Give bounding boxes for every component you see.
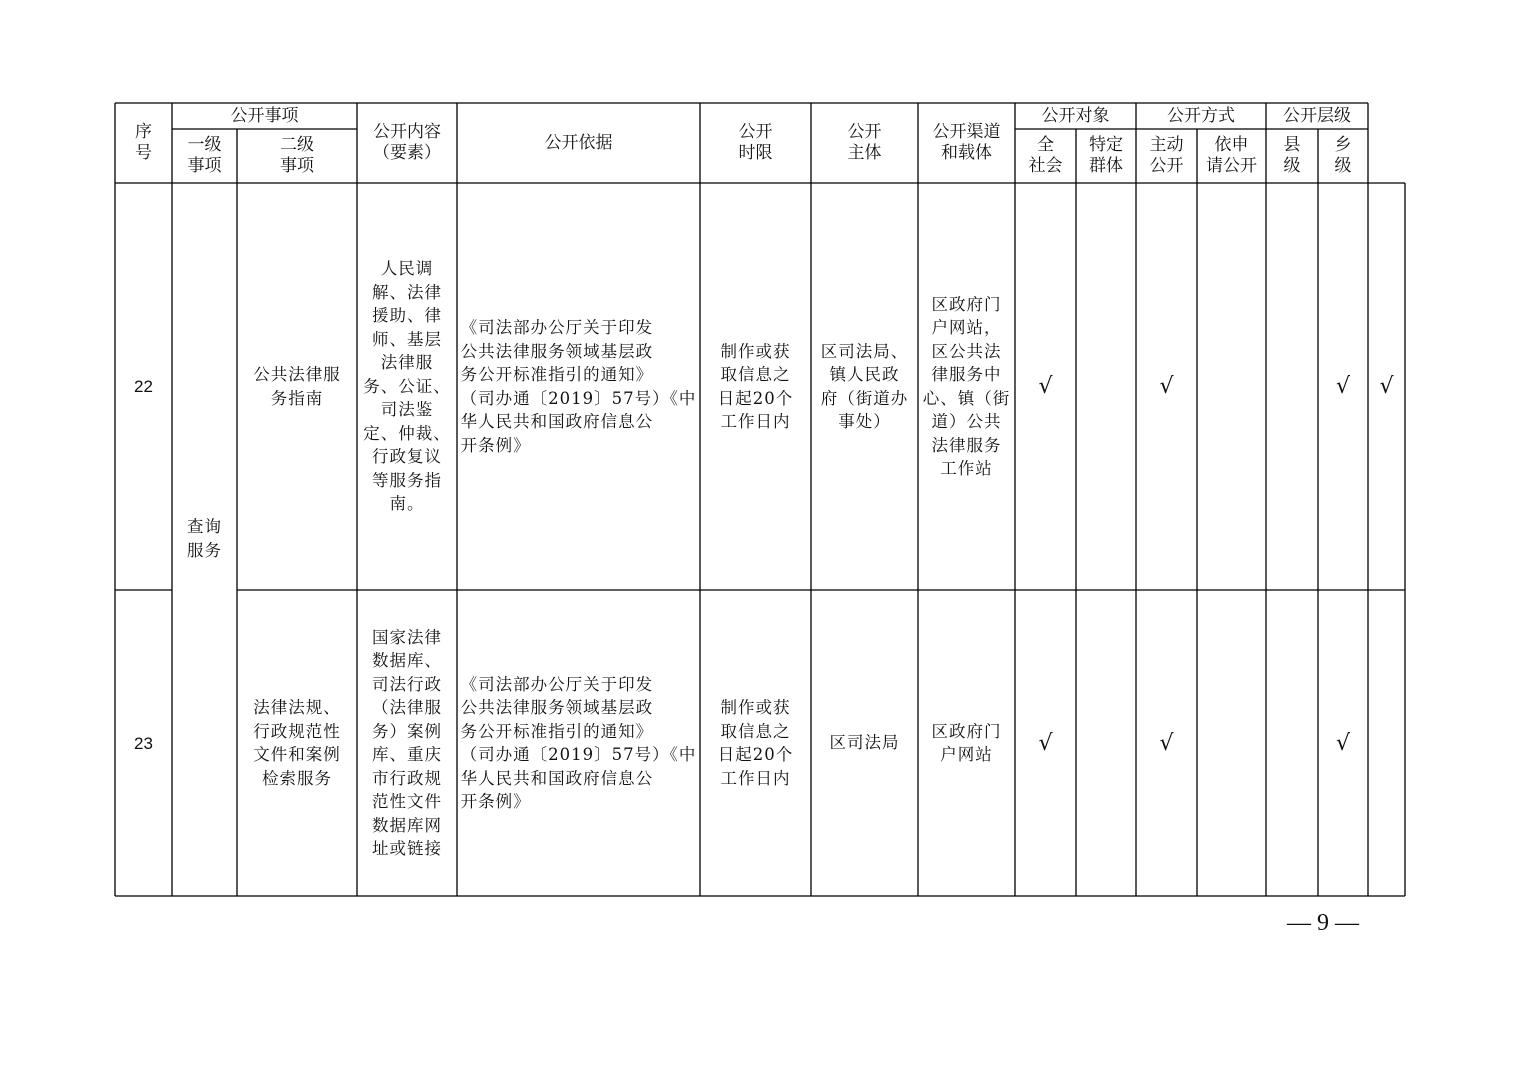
header-level2: 二级 事项	[280, 135, 314, 176]
row-23-basis: 《司法部办公厅关于印发 公共法律服务领域基层政 务公开标准指引的通知》 （司办通〔2019〕57号）《中 华人民共和国政府信息公 开条例》	[460, 674, 697, 811]
row-22-method-request-check	[1197, 183, 1266, 590]
header-level1: 一级 事项	[187, 135, 222, 176]
row-23-seq: 23	[134, 733, 153, 753]
header-level-group: 公开层级	[1283, 105, 1351, 126]
row-23-channel: 区政府门 户网站	[931, 721, 1002, 764]
row-22-deadline: 制作或获 取信息之 日起20个 工作日内	[717, 341, 794, 431]
header-items-group: 公开事项	[230, 105, 299, 126]
header-content: 公开内容 （要素）	[373, 122, 441, 163]
header-method-active: 主动 公开	[1149, 135, 1184, 176]
row-22-target-specific-check	[1076, 183, 1136, 590]
header-deadline: 公开 时限	[738, 122, 773, 163]
row-23-target-all-check: √	[1038, 730, 1053, 756]
row-23-content: 国家法律 数据库、 司法行政 （法律服 务）案例 库、重庆 市行政规 范性文件 数据库网 址或链接	[372, 627, 442, 858]
row-23-level-county-check	[1266, 590, 1318, 896]
row-22-subject: 区司法局、 镇人民政 府（街道办 事处）	[820, 341, 909, 431]
row-23-method-active-check: √	[1159, 730, 1174, 756]
header-level-township: 乡 级	[1334, 135, 1352, 176]
header-target-group: 公开对象	[1041, 105, 1110, 126]
row-22-target-all-check: √	[1038, 374, 1053, 399]
row-23-level-township-check: √	[1335, 730, 1351, 756]
row-23-deadline: 制作或获 取信息之 日起20个 工作日内	[717, 698, 794, 788]
header-subject: 公开 主体	[847, 122, 882, 163]
header-target-specific: 特定 群体	[1089, 135, 1123, 176]
row-23-target-specific-check	[1076, 590, 1136, 896]
header-basis: 公开依据	[544, 132, 613, 153]
header-method-request: 依申 请公开	[1206, 135, 1257, 176]
row-23-extra-check	[1368, 590, 1405, 896]
row-22-level-county-check	[1266, 183, 1318, 590]
category-cell: 查询 服务	[187, 517, 222, 560]
row-22-item: 公共法律服 务指南	[253, 365, 341, 408]
row-23-item: 法律法规、 行政规范性 文件和案例 检索服务	[253, 698, 341, 788]
row-22-level-township-check: √	[1335, 374, 1351, 399]
header-target-all: 全 社会	[1028, 135, 1063, 176]
header-level-county: 县 级	[1283, 135, 1301, 176]
row-22-basis: 《司法部办公厅关于印发 公共法律服务领域基层政 务公开标准指引的通知》 （司办通〔2019〕57号）《中 华人民共和国政府信息公 开条例》	[460, 318, 697, 455]
row-23-subject: 区司法局	[829, 733, 900, 753]
row-22-seq: 22	[134, 377, 153, 396]
row-22-method-active-check: √	[1159, 374, 1174, 399]
row-22-content: 人民调 解、法律 援助、律 师、基层 法律服 务、公证、 司法鉴 定、仲裁、 行政复议 等服务指 南。	[363, 259, 451, 514]
header-seq: 序 号	[135, 122, 152, 163]
row-22-channel: 区政府门 户网站， 区公共法 律服务中 心、镇（街 道）公共 法律服务 工作站	[922, 294, 1011, 478]
row-23-method-request-check	[1197, 590, 1266, 896]
row-22-extra-check: √	[1379, 374, 1394, 399]
header-method-group: 公开方式	[1167, 105, 1235, 126]
header-channel: 公开渠道 和载体	[932, 122, 1001, 163]
page-number: — 9 —	[1287, 910, 1359, 936]
